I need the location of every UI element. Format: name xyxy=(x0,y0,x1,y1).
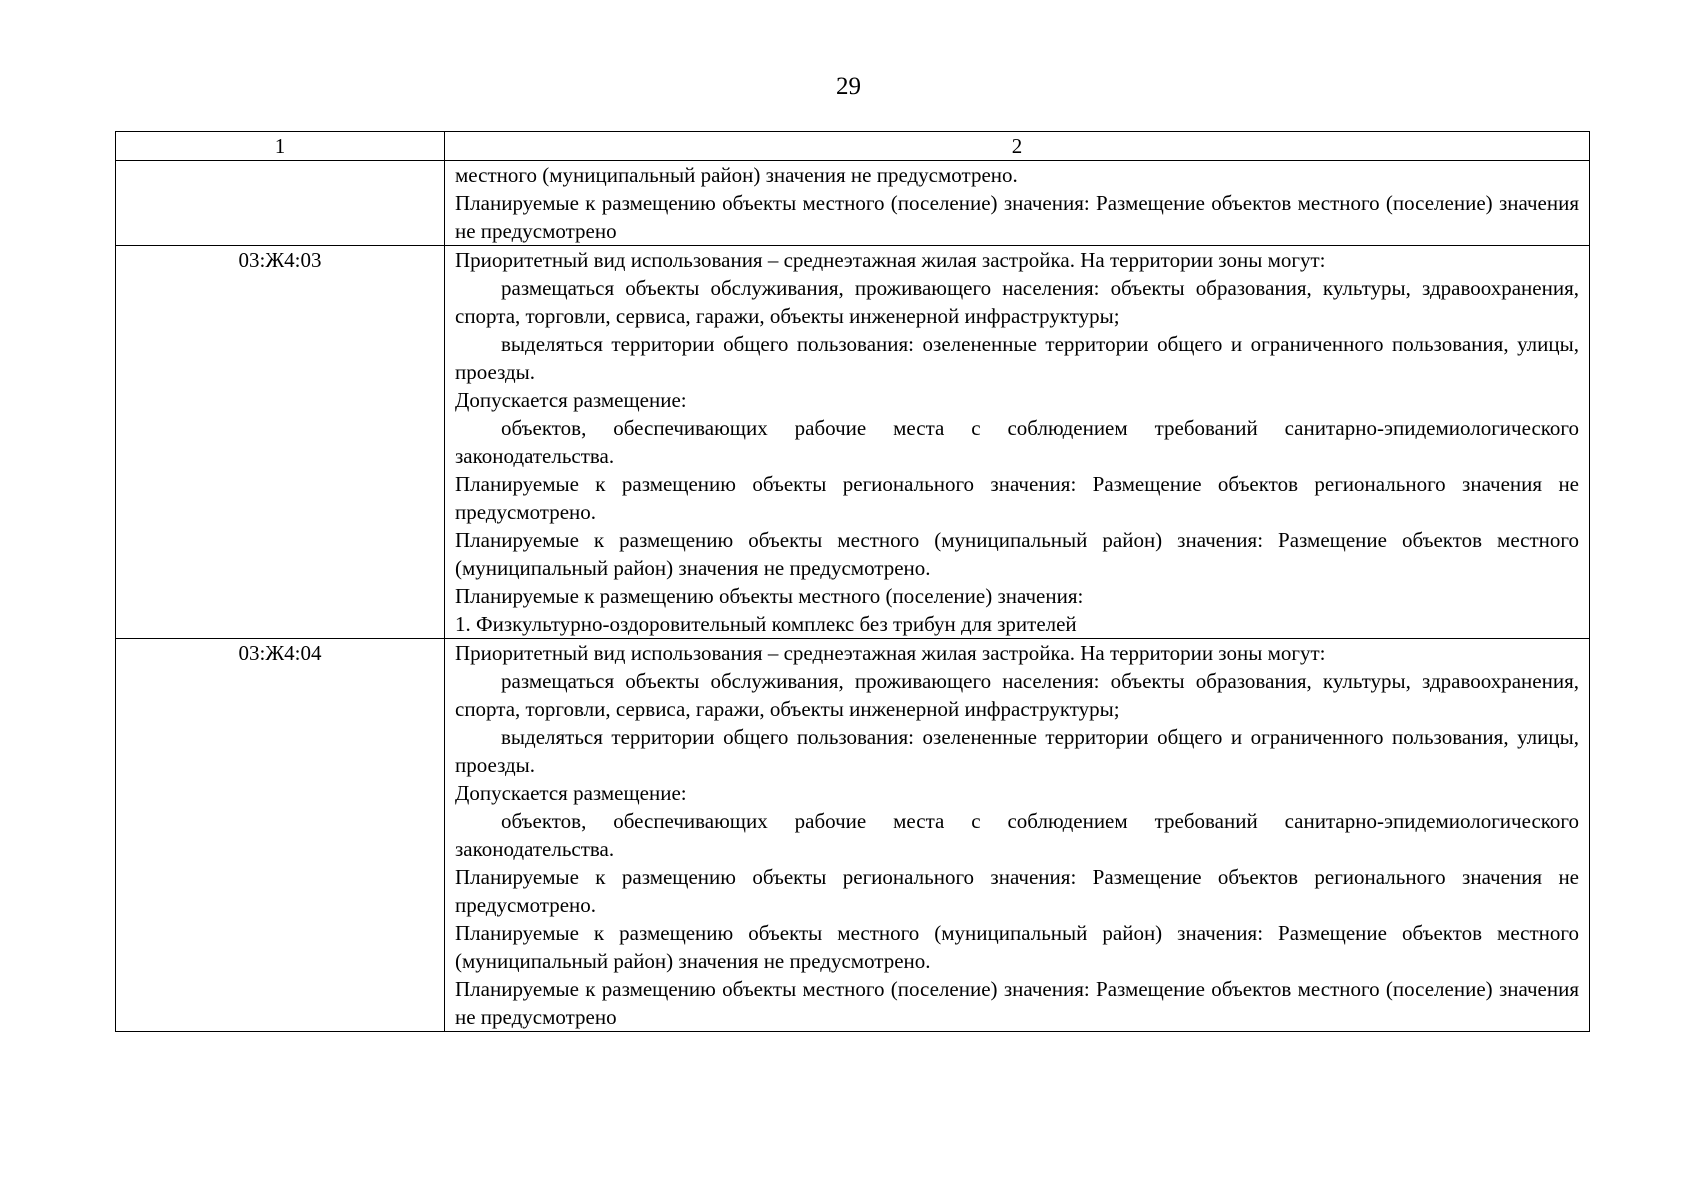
description-paragraph: Планируемые к размещению объекты местного (поселение) значения: xyxy=(455,584,1084,608)
table-row xyxy=(116,639,1590,1032)
description-paragraph: Планируемые к размещению объекты регионального значения: Размещение объектов регионального значения не предусмотрено. xyxy=(455,472,1579,524)
zone-code-cell xyxy=(116,161,445,246)
description-paragraph: Планируемые к размещению объекты местного (муниципальный район) значения: Размещение объектов местного (муниципальный район) значения не предусмотрено. xyxy=(455,921,1579,973)
description-paragraph: выделяться территории общего пользования: озелененные территории общего и ограниченного пользования, улицы, проезды. xyxy=(455,725,1579,777)
description-paragraph: 1. Физкультурно-оздоровительный комплекс без трибун для зрителей xyxy=(455,612,1077,636)
table-row xyxy=(116,161,1590,246)
description-paragraph: объектов, обеспечивающих рабочие места с соблюдением требований санитарно-эпидемиологического законодательства. xyxy=(455,416,1579,468)
description-paragraph: объектов, обеспечивающих рабочие места с соблюдением требований санитарно-эпидемиологического законодательства. xyxy=(455,809,1579,861)
page-number: 29 xyxy=(836,73,861,100)
description-paragraph: Приоритетный вид использования – среднеэтажная жилая застройка. На территории зоны могут: xyxy=(455,248,1326,272)
zone-description-cell xyxy=(445,161,1590,246)
zone-code-cell: 03:Ж4:03 xyxy=(116,246,445,639)
description-paragraph: Планируемые к размещению объекты местного (поселение) значения: Размещение объектов местного (поселение) значения не предусмотрено xyxy=(455,191,1579,243)
description-paragraph: размещаться объекты обслуживания, проживающего населения: объекты образования, культуры, здравоохранения, спорта, торговли, сервиса, гаражи, объекты инженерной инфраструктуры; xyxy=(455,669,1579,721)
description-paragraph: Планируемые к размещению объекты местного (муниципальный район) значения: Размещение объектов местного (муниципальный район) значения не предусмотрено. xyxy=(455,528,1579,580)
description-paragraph: Допускается размещение: xyxy=(455,781,687,805)
table-header-row xyxy=(116,132,1590,161)
description-paragraph: местного (муниципальный район) значения не предусмотрено. xyxy=(455,163,1018,187)
table-row xyxy=(116,246,1590,639)
description-paragraph: Планируемые к размещению объекты регионального значения: Размещение объектов регионального значения не предусмотрено. xyxy=(455,865,1579,917)
zones-table xyxy=(115,131,1590,1032)
description-paragraph: Допускается размещение: xyxy=(455,388,687,412)
zone-description-cell xyxy=(445,639,1590,1032)
description-paragraph: Планируемые к размещению объекты местного (поселение) значения: Размещение объектов местного (поселение) значения не предусмотрено xyxy=(455,977,1579,1029)
column-header-1: 1 xyxy=(116,132,445,161)
zone-description-cell xyxy=(445,246,1590,639)
column-header-2: 2 xyxy=(445,132,1590,161)
description-paragraph: Приоритетный вид использования – среднеэтажная жилая застройка. На территории зоны могут: xyxy=(455,641,1326,665)
zone-code-cell: 03:Ж4:04 xyxy=(116,639,445,1032)
description-paragraph: размещаться объекты обслуживания, проживающего населения: объекты образования, культуры, здравоохранения, спорта, торговли, сервиса, гаражи, объекты инженерной инфраструктуры; xyxy=(455,276,1579,328)
description-paragraph: выделяться территории общего пользования: озелененные территории общего и ограниченного пользования, улицы, проезды. xyxy=(455,332,1579,384)
